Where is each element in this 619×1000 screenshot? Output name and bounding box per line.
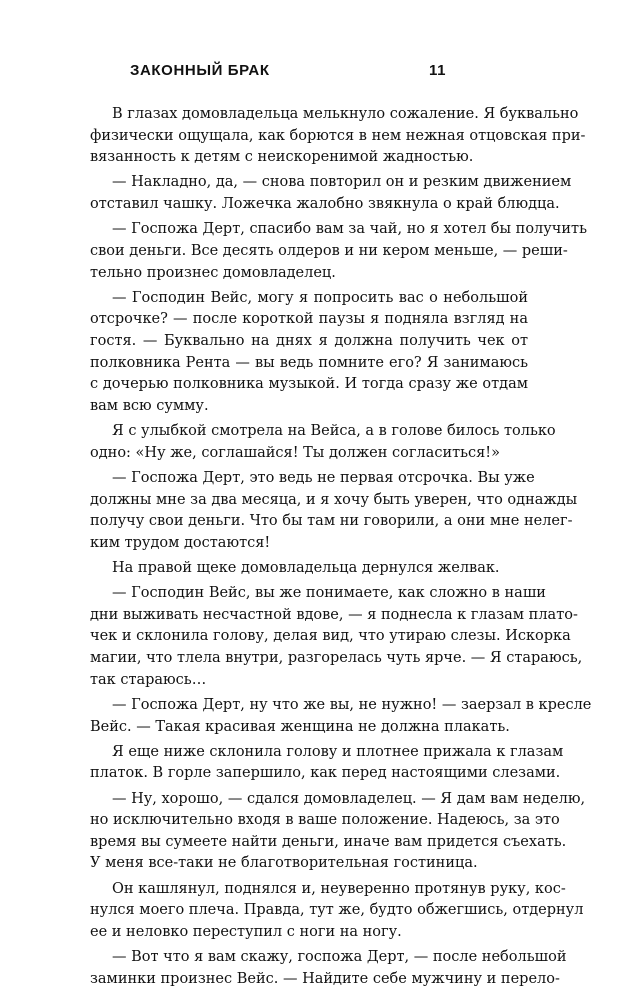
page-number: 11 [429,62,447,79]
text-line: — Накладно, да, — снова повторил он и резким движением [112,174,572,191]
paragraph [90,583,583,691]
text-line: одно: «Ну же, соглашайся! Ты должен согласиться!» [90,444,500,461]
text-line: получу свои деньги. Что бы там ни говорили, а они мне нелег- [90,513,573,530]
text-line: полковника Рента — вы ведь помните его? Я занимаюсь [90,354,528,371]
paragraph [90,789,586,875]
text-line: — Госпожа Дерт, это ведь не первая отсрочка. Вы уже [112,469,535,486]
text-line: свои деньги. Все десять олдеров и ни кером меньше, — реши- [90,242,568,259]
text-line: отставил чашку. Ложечка жалобно звякнула о край блюдца. [90,196,560,213]
paragraph [90,468,578,554]
text-line: нулся моего плеча. Правда, тут же, будто обжегшись, отдернул [90,902,584,919]
text-line: магии, что тлела внутри, разгорелась чуть ярче. — Я стараюсь, [90,650,583,667]
paragraph [90,219,587,284]
text-line: физически ощущала, как борются в нем нежная отцовская при- [90,127,586,144]
text-line: отсрочке? — после короткой паузы я подняла взгляд на [90,311,528,328]
running-header [90,62,528,84]
text-line: Я еще ниже склонила голову и плотнее прижала к глазам [112,743,564,760]
text-line: ее и неловко переступил с ноги на ногу. [90,923,402,940]
text-line: — Вот что я вам скажу, госпожа Дерт, — после небольшой [112,949,567,966]
text-line: гостя. — Буквально на днях я должна получить чек от [90,333,528,349]
text-line: Он кашлянул, поднялся и, неуверенно протянув руку, кос- [112,880,566,897]
text-line: дни выживать несчастной вдове, — я поднесла к глазам плато- [90,606,578,623]
chapter-title: ЗАКОННЫЙ БРАК [130,62,270,79]
paragraph [90,879,584,944]
text-line: — Господин Вейс, вы же понимаете, как сложно в наши [112,585,546,602]
text-line: Я с улыбкой смотрела на Вейса, а в голове билось только [112,423,556,440]
text-line: Вейс. — Такая красивая женщина не должна плакать. [90,718,510,735]
text-line: ким трудом достаются! [90,534,271,551]
paragraph [90,172,572,215]
paragraph [90,104,586,169]
text-line: платок. В горле запершило, как перед настоящими слезами. [90,765,561,782]
text-line: но исключительно входя в ваше положение. Надеюсь, за это [90,812,560,829]
paragraph [90,421,556,464]
text-line: должны мне за два месяца, и я хочу быть уверен, что однажды [90,491,578,508]
text-line: тельно произнес домовладелец. [90,264,336,281]
text-line: вам всю сумму. [90,397,209,414]
text-line: У меня все-таки не благотворительная гостиница. [90,855,478,872]
text-line: вязанность к детям с неискоренимой жадностью. [90,149,474,166]
body-text [90,104,592,994]
text-line: — Господин Вейс, могу я попросить вас о небольшой [112,289,528,306]
text-line: с дочерью полковника музыкой. И тогда сразу же отдам [90,376,528,393]
text-line: На правой щеке домовладельца дернулся желвак. [112,560,500,576]
text-line: — Госпожа Дерт, ну что же вы, не нужно! — заерзал в кресле [112,696,592,713]
paragraph [90,695,592,738]
text-line: так стараюсь… [90,671,207,688]
paragraph [90,288,528,418]
paragraph [90,947,567,990]
text-line: — Ну, хорошо, — сдался домовладелец. — Я дам вам неделю, [112,790,586,807]
paragraph [90,558,528,580]
paragraph [90,742,564,785]
text-line: чек и склонила голову, делая вид, что утираю слезы. Искорка [90,628,571,645]
text-line: время вы сумеете найти деньги, иначе вам придется съехать. [90,833,567,850]
text-line: В глазах домовладельца мелькнуло сожаление. Я буквально [112,106,579,122]
text-line: — Госпожа Дерт, спасибо вам за чай, но я хотел бы получить [112,221,587,238]
text-line: заминки произнес Вейс. — Найдите себе мужчину и перело- [90,970,560,987]
